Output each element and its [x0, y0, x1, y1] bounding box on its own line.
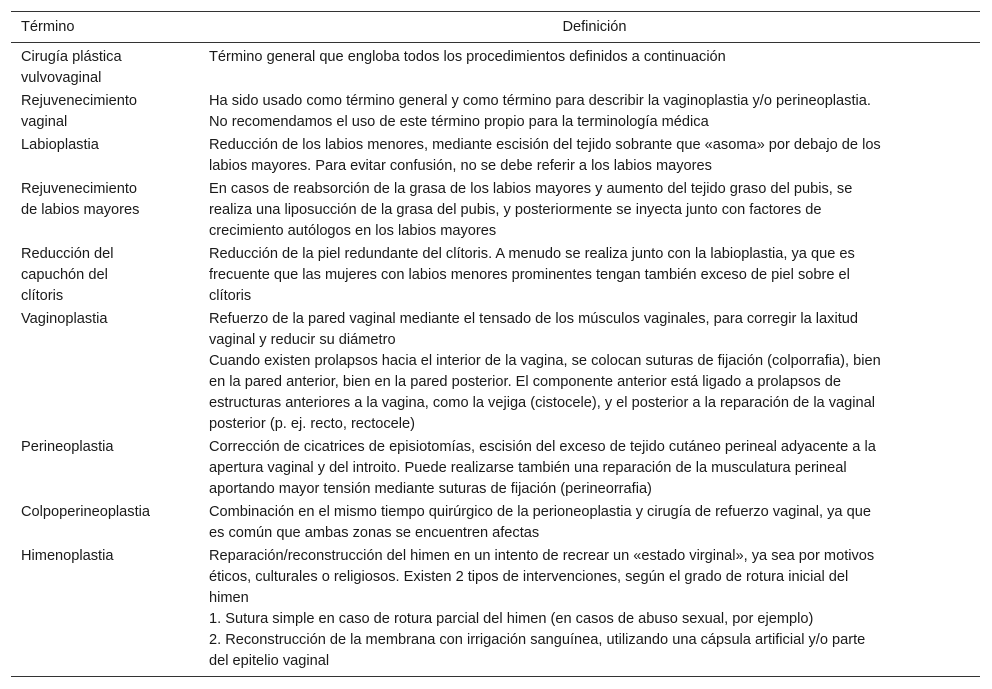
- table-body: [11, 43, 980, 677]
- term-line: Himenoplastia: [21, 548, 114, 564]
- term-line: clítoris: [21, 288, 64, 304]
- definition-line: labios mayores. Para evitar confusión, no se debe referir a los labios mayores: [209, 158, 712, 174]
- term-line: Reducción del: [21, 246, 114, 262]
- table-row: [11, 545, 980, 676]
- definition-line: Término general que engloba todos los procedimientos definidos a continuación: [209, 49, 726, 65]
- term-line: capuchón del: [21, 267, 108, 283]
- definition-cell: [209, 501, 980, 545]
- definition-line: Cuando existen prolapsos hacia el interior de la vagina, se colocan suturas de fijación (colporrafia), bien: [209, 353, 881, 369]
- term-line: vulvovaginal: [21, 70, 102, 86]
- definition-line: es común que ambas zonas se encuentren afectas: [209, 525, 540, 541]
- definition-line: Refuerzo de la pared vaginal mediante el tensado de los músculos vaginales, para corregir la laxitud: [209, 311, 858, 327]
- definition-line: vaginal y reducir su diámetro: [209, 332, 396, 348]
- term-line: Labioplastia: [21, 137, 99, 153]
- header-row: [11, 12, 980, 43]
- definition-line: Reparación/reconstrucción del himen en un intento de recrear un «estado virginal», ya sea por motivos: [209, 548, 875, 564]
- term-cell: [11, 43, 209, 91]
- term-line: Perineoplastia: [21, 439, 114, 455]
- definition-line: Reducción de los labios menores, mediante escisión del tejido sobrante que «asoma» por debajo de los: [209, 137, 881, 153]
- term-line: Vaginoplastia: [21, 311, 108, 327]
- definition-line: en la pared anterior, bien en la pared posterior. El componente anterior está ligado a prolapsos de: [209, 374, 841, 390]
- definition-line: estructuras anteriores a la vagina, como la vejiga (cistocele), y el posterior a la reparación de la vaginal: [209, 395, 875, 411]
- header-term: Término: [21, 18, 75, 35]
- table-row: [11, 308, 980, 436]
- term-line: Colpoperineoplastia: [21, 504, 150, 520]
- definition-cell: [209, 134, 980, 178]
- definition-line: Ha sido usado como término general y como término para describir la vaginoplastia y/o perineoplastia.: [209, 93, 871, 109]
- terminology-table: [11, 11, 980, 676]
- definition-cell: [209, 90, 980, 134]
- definition-cell: [209, 308, 980, 436]
- definition-cell: [209, 43, 980, 91]
- definition-line: apertura vaginal y del introito. Puede realizarse también una reparación de la musculatura perineal: [209, 460, 847, 476]
- term-cell: [11, 243, 209, 308]
- term-line: de labios mayores: [21, 202, 140, 218]
- definition-line: 2. Reconstrucción de la membrana con irrigación sanguínea, utilizando una cápsula artificial y/o parte: [209, 632, 866, 648]
- term-line: Rejuvenecimiento: [21, 93, 138, 109]
- definition-line: Corrección de cicatrices de episiotomías, escisión del exceso de tejido cutáneo perineal adyacente a la: [209, 439, 876, 455]
- term-line: vaginal: [21, 114, 68, 130]
- definition-line: En casos de reabsorción de la grasa de los labios mayores y aumento del tejido graso del pubis, se: [209, 181, 853, 197]
- table-row: [11, 134, 980, 178]
- terminology-table-container: [11, 11, 980, 677]
- term-line: Cirugía plástica: [21, 49, 122, 65]
- definition-line: posterior (p. ej. recto, rectocele): [209, 416, 416, 432]
- definition-cell: [209, 545, 980, 676]
- definition-line: No recomendamos el uso de este término propio para la terminología médica: [209, 114, 709, 130]
- definition-line: Reducción de la piel redundante del clítoris. A menudo se realiza junto con la labioplastia, ya que es: [209, 246, 855, 262]
- table-row: [11, 90, 980, 134]
- term-cell: [11, 134, 209, 178]
- term-cell: [11, 308, 209, 436]
- definition-line: éticos, culturales o religiosos. Existen 2 tipos de intervenciones, según el grado de rotura inicial del: [209, 569, 849, 585]
- definition-line: crecimiento autólogos en los labios mayores: [209, 223, 497, 239]
- definition-cell: [209, 178, 980, 243]
- table-row: [11, 178, 980, 243]
- table-row: [11, 43, 980, 91]
- table-header: [11, 12, 980, 43]
- definition-line: frecuente que las mujeres con labios menores prominentes tengan también exceso de piel sobre el: [209, 267, 850, 283]
- table-bottom-rule: [11, 676, 980, 677]
- term-cell: [11, 545, 209, 676]
- header-definition: Definición: [562, 18, 627, 35]
- definition-line: realiza una liposucción de la grasa del pubis, y posteriormente se inyecta junto con factores de: [209, 202, 822, 218]
- table-row: [11, 501, 980, 545]
- term-cell: [11, 501, 209, 545]
- term-cell: [11, 178, 209, 243]
- definition-line: aportando mayor tensión mediante suturas de fijación (perineorrafia): [209, 481, 652, 497]
- definition-line: clítoris: [209, 288, 252, 304]
- definition-line: himen: [209, 590, 249, 606]
- term-cell: [11, 436, 209, 501]
- table-row: [11, 243, 980, 308]
- table-row: [11, 436, 980, 501]
- term-line: Rejuvenecimiento: [21, 181, 138, 197]
- definition-line: 1. Sutura simple en caso de rotura parcial del himen (en casos de abuso sexual, por ejemplo): [209, 611, 814, 627]
- term-cell: [11, 90, 209, 134]
- definition-line: del epitelio vaginal: [209, 653, 330, 669]
- definition-line: Combinación en el mismo tiempo quirúrgico de la perioneoplastia y cirugía de refuerzo vaginal, ya que: [209, 504, 871, 520]
- definition-cell: [209, 243, 980, 308]
- definition-cell: [209, 436, 980, 501]
